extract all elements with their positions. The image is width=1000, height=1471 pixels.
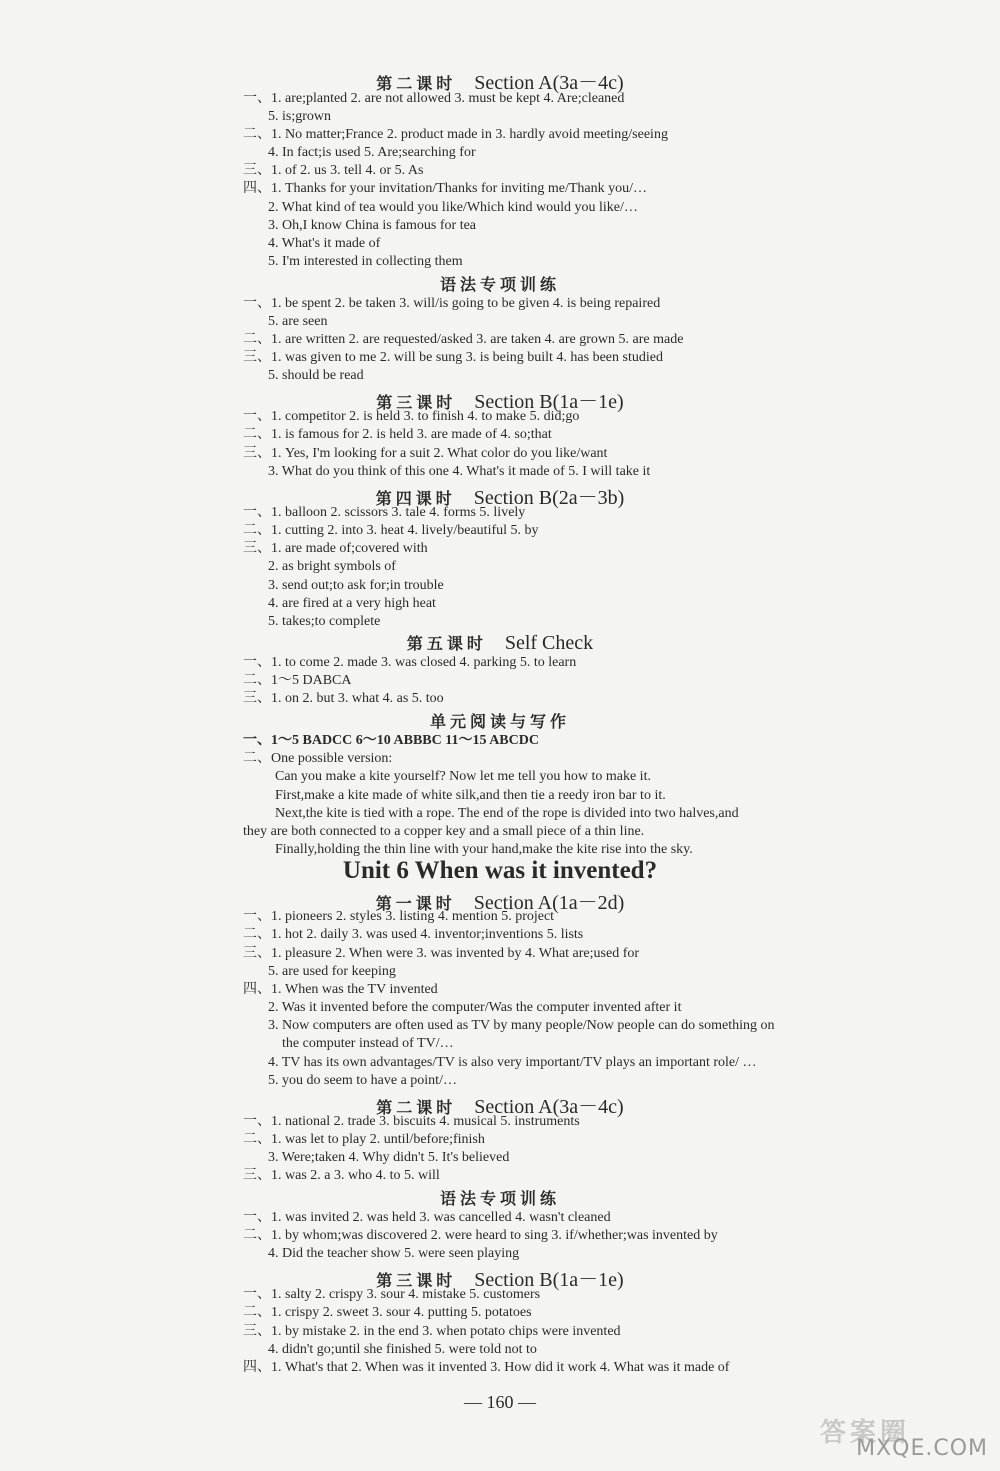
answer-line: Next,the kite is tied with a rope. The end of the rope is divided into two halves,and: [275, 806, 739, 821]
answer-line: 一、1. salty 2. crispy 3. sour 4. mistake 5. customers: [243, 1287, 541, 1302]
answer-line: the computer instead of TV/…: [282, 1036, 454, 1051]
answer-line: 二、1～5 DABCA: [243, 673, 352, 688]
answer-line: 二、1. crispy 2. sweet 3. sour 4. putting 5. potatoes: [243, 1305, 532, 1320]
answer-line: 3. Oh,I know China is famous for tea: [268, 218, 477, 233]
answer-line: Finally,holding the thin line with your hand,make the kite rise into the sky.: [275, 842, 693, 857]
answer-line: 一、1. to come 2. made 3. was closed 4. parking 5. to learn: [243, 655, 577, 670]
answer-line: 二、One possible version:: [243, 751, 393, 766]
answer-line: 三、1. Yes, I'm looking for a suit 2. What color do you like/want: [243, 446, 608, 461]
section-heading: 第二课时 Section A(3a－4c): [376, 1096, 624, 1118]
answer-line: 二、1. was let to play 2. until/before;finish: [243, 1132, 485, 1147]
answer-line: 三、1. by mistake 2. in the end 3. when potato chips were invented: [243, 1324, 621, 1339]
answer-line: 四、1. What's that 2. When was it invented 3. How did it work 4. What was it made of: [243, 1360, 730, 1375]
page-number: — 160 —: [464, 1392, 536, 1412]
answer-line: 2. as bright symbols of: [268, 559, 396, 574]
answer-line: 一、1. balloon 2. scissors 3. tale 4. forms 5. lively: [243, 505, 526, 520]
answer-line: 二、1. cutting 2. into 3. heat 4. lively/beautiful 5. by: [243, 523, 539, 538]
answer-line: they are both connected to a copper key and a small piece of a thin line.: [243, 824, 645, 839]
answer-line: 5. should be read: [268, 368, 364, 383]
answer-line: 一、1. national 2. trade 3. biscuits 4. musical 5. instruments: [243, 1114, 580, 1129]
answer-line: 5. you do seem to have a point/…: [268, 1073, 457, 1088]
answer-line: 4. What's it made of: [268, 236, 381, 251]
section-heading: 第四课时 Section B(2a－3b): [375, 487, 625, 509]
answer-line: 二、1. No matter;France 2. product made in 3. hardly avoid meeting/seeing: [243, 127, 668, 142]
answer-line: First,make a kite made of white silk,and then tie a reedy iron bar to it.: [275, 788, 666, 803]
answer-line: 3. What do you think of this one 4. What's it made of 5. I will take it: [268, 464, 651, 479]
section-heading: 单元阅读与写作: [429, 712, 570, 731]
answer-line: 三、1. pleasure 2. When were 3. was invented by 4. What are;used for: [243, 946, 640, 961]
watermark-logo: 答案圈: [820, 1418, 911, 1448]
answer-line: 3. send out;to ask for;in trouble: [268, 578, 444, 593]
answer-line: 一、1. are;planted 2. are not allowed 3. must be kept 4. Are;cleaned: [243, 91, 625, 106]
answer-line: 4. In fact;is used 5. Are;searching for: [268, 145, 476, 160]
answer-line: 4. TV has its own advantages/TV is also very important/TV plays an important role/ …: [268, 1055, 757, 1070]
answer-line: 2. What kind of tea would you like/Which kind would you like/…: [268, 200, 638, 215]
answer-line: 5. I'm interested in collecting them: [268, 254, 463, 269]
answer-line: 三、1. of 2. us 3. tell 4. or 5. As: [243, 163, 424, 178]
answer-line: 3. Were;taken 4. Why didn't 5. It's believed: [268, 1150, 510, 1165]
section-heading: 语法专项训练: [439, 275, 560, 294]
answer-line: 一、1. be spent 2. be taken 3. will/is going to be given 4. is being repaired: [243, 296, 661, 311]
answer-line: 4. Did the teacher show 5. were seen playing: [268, 1246, 520, 1261]
answer-line: Can you make a kite yourself? Now let me tell you how to make it.: [275, 769, 651, 784]
section-heading: 第三课时 Section B(1a－1e): [376, 391, 624, 413]
answer-line: 2. Was it invented before the computer/Was the computer invented after it: [268, 1000, 682, 1015]
answer-line: 一、1. competitor 2. is held 3. to finish 4. to make 5. did;go: [243, 409, 580, 424]
answer-line: 4. didn't go;until she finished 5. were told not to: [268, 1342, 537, 1357]
answer-line: 四、1. Thanks for your invitation/Thanks for inviting me/Thank you/…: [243, 181, 647, 196]
answer-line: 4. are fired at a very high heat: [268, 596, 436, 611]
section-heading: 第五课时 Self Check: [406, 632, 594, 654]
answer-line: 3. Now computers are often used as TV by many people/Now people can do something on: [268, 1018, 775, 1033]
answer-line: 三、1. was 2. a 3. who 4. to 5. will: [243, 1168, 440, 1183]
unit-title: Unit 6 When was it invented?: [342, 857, 658, 884]
section-heading: 第二课时 Section A(3a－4c): [376, 72, 624, 94]
section-heading: 第三课时 Section B(1a－1e): [376, 1269, 624, 1291]
answer-line: 三、1. was given to me 2. will be sung 3. is being built 4. has been studied: [243, 350, 663, 365]
answer-line: 一、1. pioneers 2. styles 3. listing 4. mention 5. project: [243, 909, 555, 924]
answer-line: 二、1. hot 2. daily 3. was used 4. inventor;inventions 5. lists: [243, 927, 584, 942]
answer-line: 二、1. is famous for 2. is held 3. are made of 4. so;that: [243, 427, 552, 442]
answer-line: 5. are seen: [268, 314, 328, 329]
watermark-text: MXQE.COM: [856, 1436, 988, 1461]
answer-line: 5. takes;to complete: [268, 614, 381, 629]
answer-line: 一、1. was invited 2. was held 3. was cancelled 4. wasn't cleaned: [243, 1210, 611, 1225]
answer-line: 一、1～5 BADCC 6～10 ABBBC 11～15 ABCDC: [243, 733, 539, 748]
answer-line: 三、1. on 2. but 3. what 4. as 5. too: [243, 691, 444, 706]
answer-line: 二、1. are written 2. are requested/asked 3. are taken 4. are grown 5. are made: [243, 332, 684, 347]
answer-line: 四、1. When was the TV invented: [243, 982, 438, 997]
answer-line: 二、1. by whom;was discovered 2. were heard to sing 3. if/whether;was invented by: [243, 1228, 718, 1243]
answer-line: 5. are used for keeping: [268, 964, 396, 979]
section-heading: 语法专项训练: [439, 1189, 560, 1208]
section-heading: 第一课时 Section A(1a－2d): [375, 892, 625, 914]
answer-line: 三、1. are made of;covered with: [243, 541, 428, 556]
answer-line: 5. is;grown: [268, 109, 331, 124]
